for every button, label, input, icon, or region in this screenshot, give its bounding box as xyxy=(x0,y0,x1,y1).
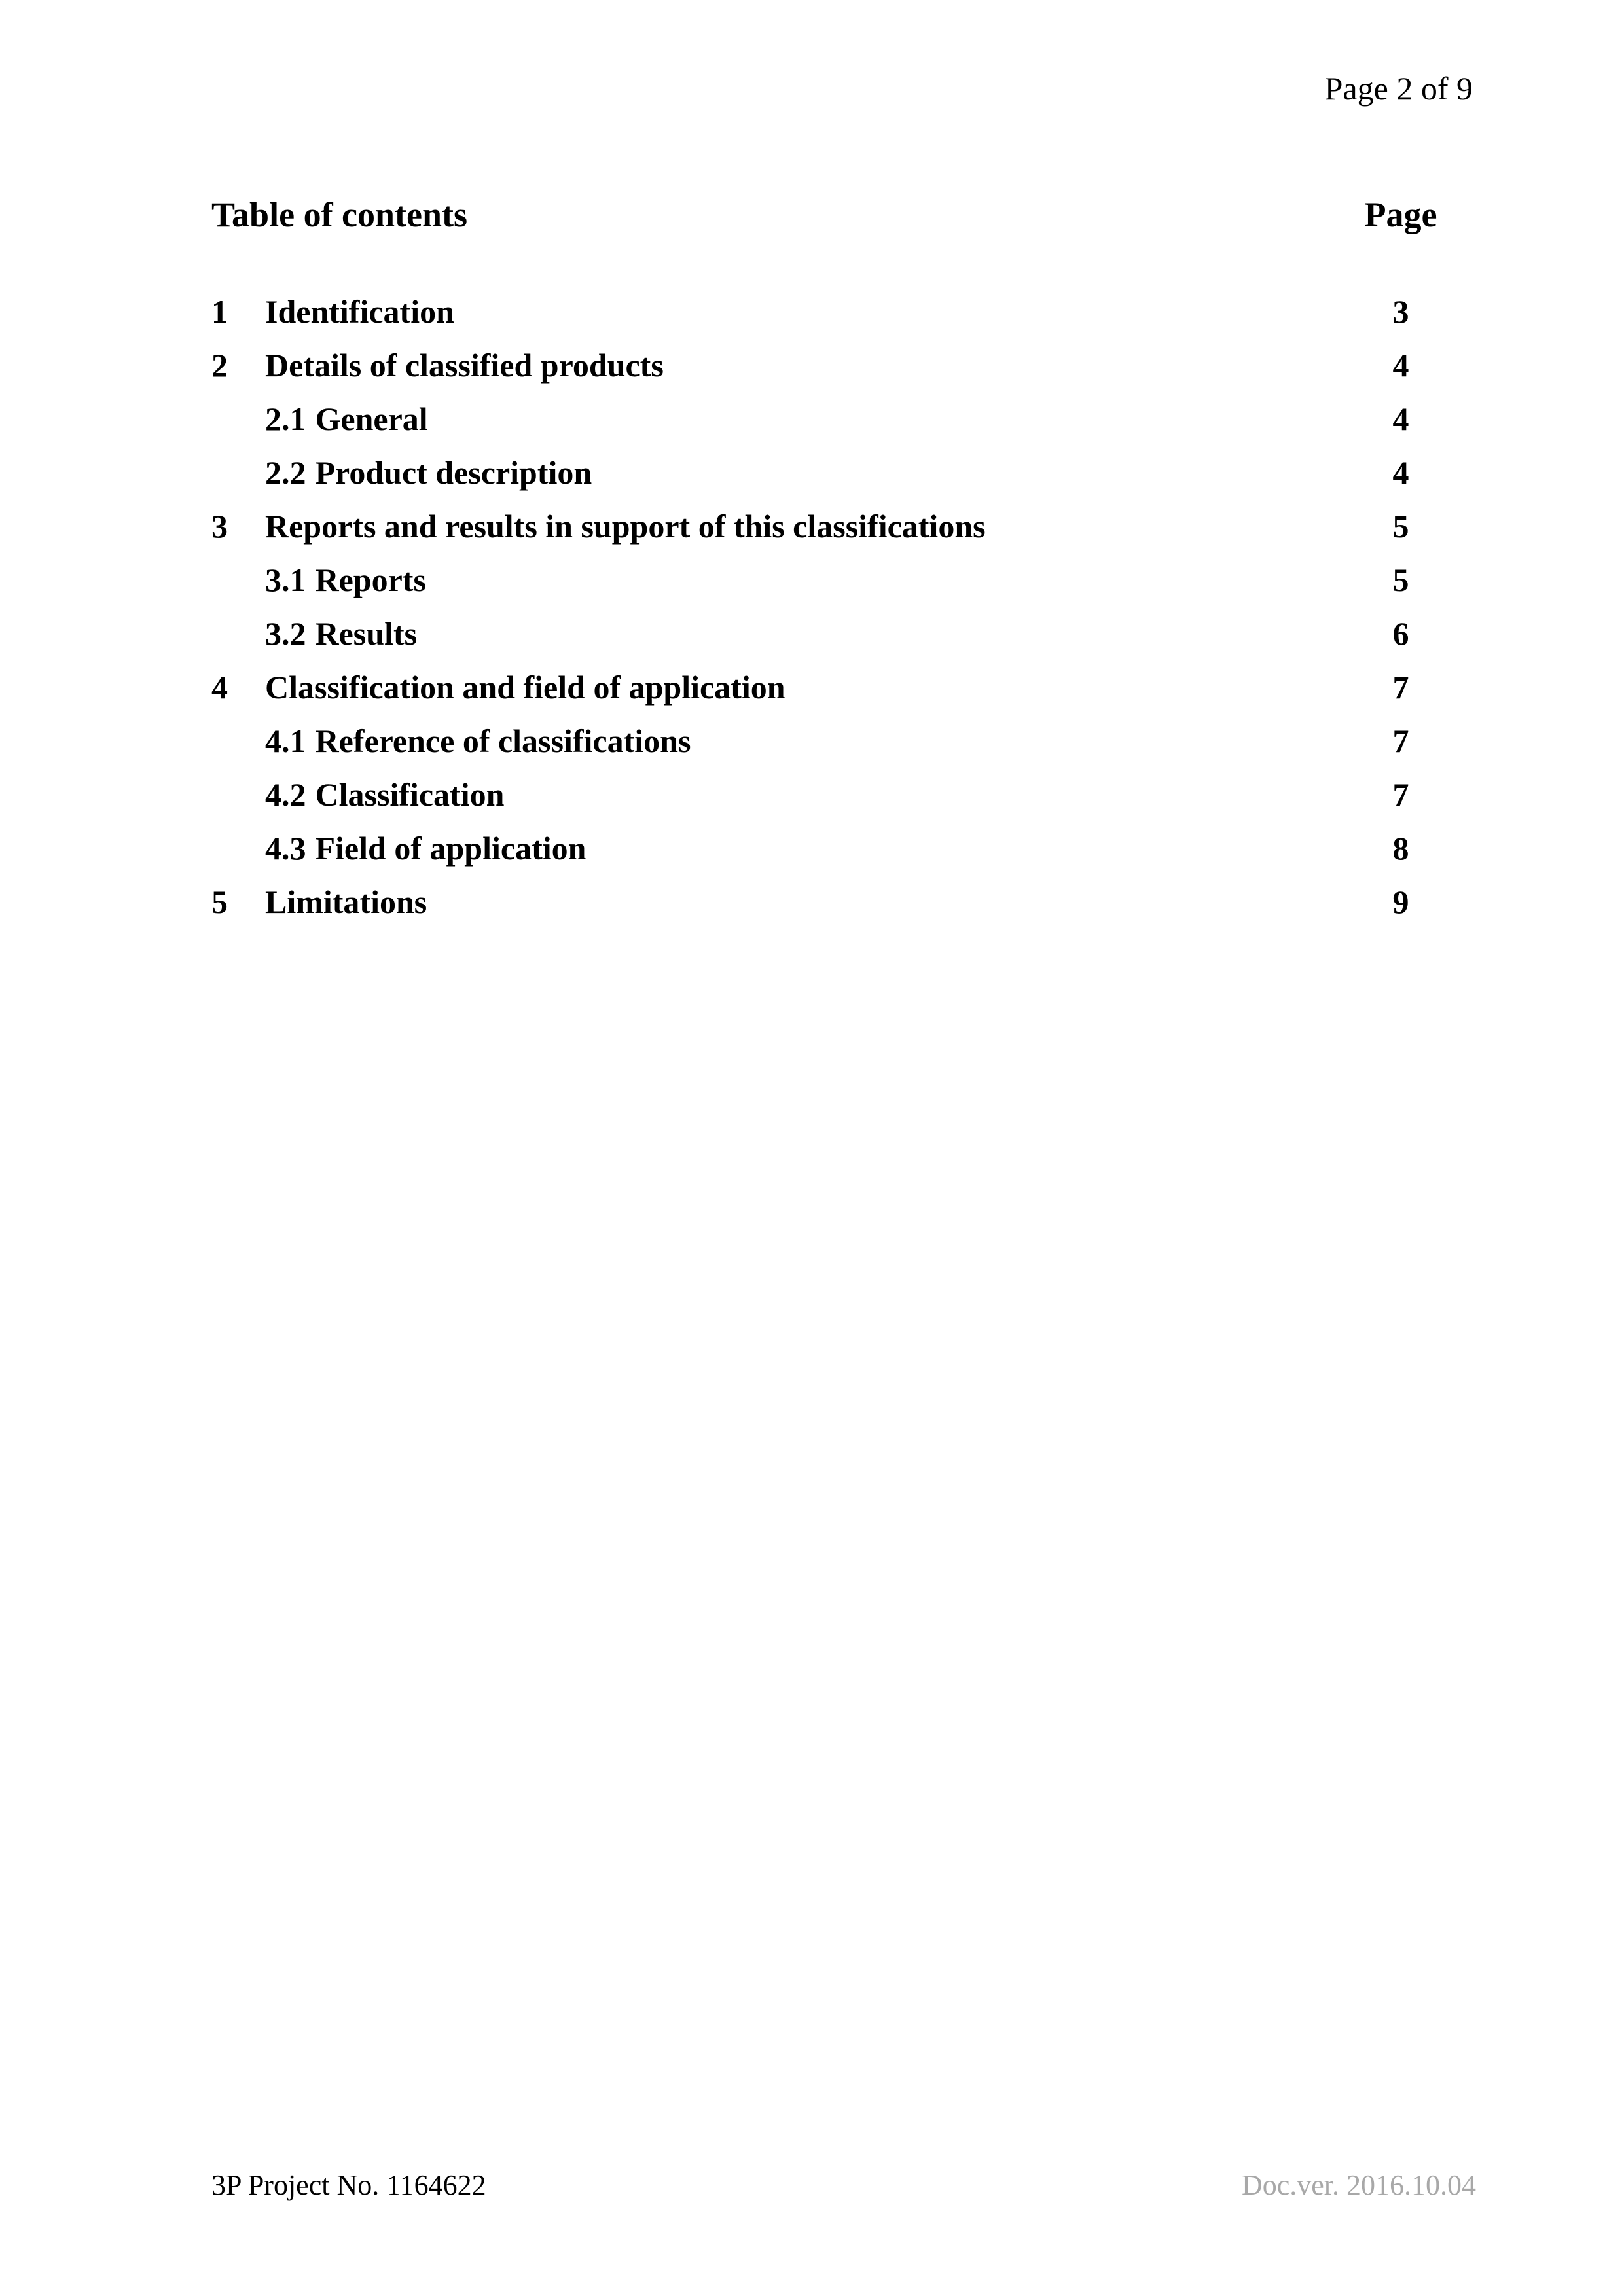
toc-entry-label: Reports and results in support of this classifications xyxy=(265,508,986,545)
toc-entry-page: 7 xyxy=(1392,723,1409,759)
toc-entry-page: 5 xyxy=(1392,562,1409,598)
toc-entry xyxy=(211,392,1443,446)
toc-entry xyxy=(211,660,1443,714)
toc-entry xyxy=(211,607,1443,660)
toc-list xyxy=(211,285,1443,929)
toc-entry xyxy=(211,285,1443,338)
toc-header xyxy=(211,194,1443,236)
toc-entry-number: 4 xyxy=(211,669,228,706)
toc-entry xyxy=(211,821,1443,875)
toc-entry-number: 2.1 xyxy=(265,401,306,437)
toc-entry-number: 4.2 xyxy=(265,776,306,813)
toc-entry-number: 2 xyxy=(211,347,228,384)
footer-doc-version: Doc.ver. 2016.10.04 xyxy=(1241,2169,1476,2201)
toc-entry-label: Limitations xyxy=(265,884,427,920)
toc-entry-number: 3.1 xyxy=(265,562,306,598)
toc-entry-page: 8 xyxy=(1392,830,1409,867)
toc-entry-number: 4.1 xyxy=(265,723,306,759)
toc-entry-page: 9 xyxy=(1392,884,1409,920)
toc-entry xyxy=(211,338,1443,392)
toc-entry-page: 7 xyxy=(1392,669,1409,706)
toc-entry-number: 4.3 xyxy=(265,830,306,867)
toc-entry-number: 3.2 xyxy=(265,615,306,652)
toc-entry-page: 4 xyxy=(1392,401,1409,437)
toc-entry xyxy=(211,714,1443,768)
footer-project-number: 3P Project No. 1164622 xyxy=(211,2169,486,2201)
toc-section xyxy=(211,194,1443,929)
toc-entry-number: 3 xyxy=(211,508,228,545)
toc-entry xyxy=(211,768,1443,821)
page-number-indicator: Page 2 of 9 xyxy=(1324,70,1473,107)
toc-entry xyxy=(211,446,1443,499)
toc-entry-label: Identification xyxy=(265,293,454,330)
toc-entry-label: Field of application xyxy=(315,830,586,867)
page-footer xyxy=(211,2169,1476,2202)
toc-page-column-header: Page xyxy=(1364,195,1437,234)
toc-entry xyxy=(211,875,1443,929)
toc-entry xyxy=(211,499,1443,553)
toc-entry-page: 3 xyxy=(1392,293,1409,330)
toc-entry-label: General xyxy=(315,401,428,437)
toc-entry-label: Reference of classifications xyxy=(315,723,691,759)
toc-entry xyxy=(211,553,1443,607)
toc-title: Table of contents xyxy=(211,195,468,234)
toc-entry-page: 5 xyxy=(1392,508,1409,545)
toc-entry-page: 7 xyxy=(1392,776,1409,813)
toc-entry-number: 1 xyxy=(211,293,228,330)
toc-entry-page: 6 xyxy=(1392,615,1409,652)
toc-entry-label: Product description xyxy=(315,454,592,491)
toc-entry-label: Results xyxy=(315,615,418,652)
toc-entry-label: Details of classified products xyxy=(265,347,664,384)
toc-entry-page: 4 xyxy=(1392,347,1409,384)
toc-entry-label: Classification and field of application xyxy=(265,669,785,706)
toc-entry-label: Classification xyxy=(315,776,505,813)
toc-entry-number: 2.2 xyxy=(265,454,306,491)
toc-entry-number: 5 xyxy=(211,884,228,920)
toc-entry-page: 4 xyxy=(1392,454,1409,491)
toc-entry-label: Reports xyxy=(315,562,426,598)
